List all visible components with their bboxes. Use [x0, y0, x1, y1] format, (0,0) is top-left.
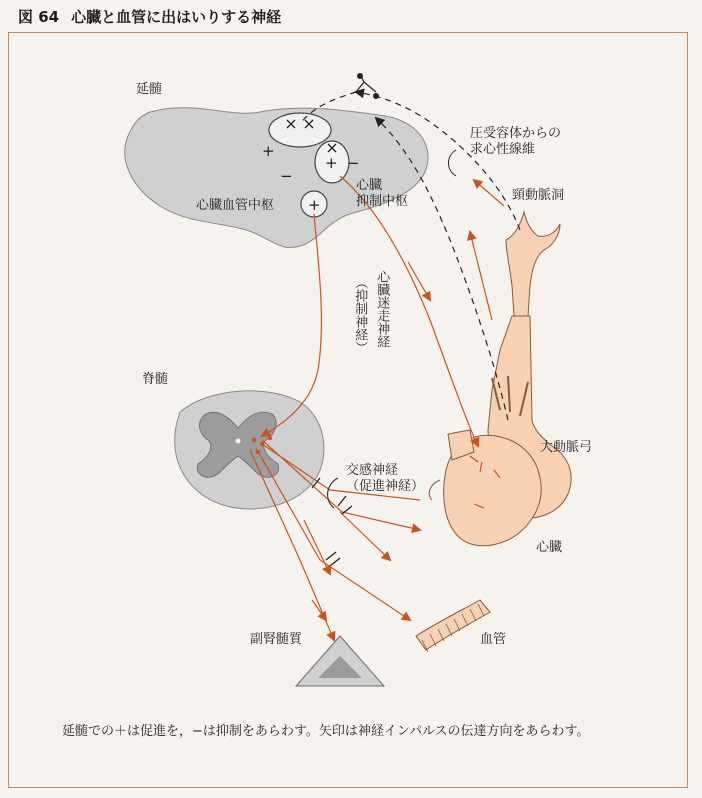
label-cardiac-inhibitory-center — [356, 178, 408, 211]
label-adrenal-medulla: 副腎髄質 — [250, 632, 303, 647]
sympathetic-arrow-2 — [304, 520, 330, 574]
label-medulla: 延髄 — [136, 82, 163, 97]
label-baroreceptor-line2: 求心性線維 — [470, 142, 536, 158]
label-cardiac-inhibitory-center-line1: 心臓 — [356, 178, 383, 193]
figure-caption: 延髄での＋は促進を，−は抑制をあらわす。矢印は神経インパルスの伝達方向をあらわす。 — [62, 724, 590, 739]
label-sympathetic-nerve — [346, 463, 424, 496]
afferent-neuron-body-1 — [357, 73, 363, 79]
carotid-artery-shape — [506, 212, 560, 316]
baroreceptor-bracket — [449, 150, 457, 176]
label-baroreceptor-line1: 圧受容体からの — [470, 126, 562, 141]
label-aortic-arch: 大動脈弓 — [540, 440, 593, 455]
sympathetic-arrow-3 — [312, 600, 326, 620]
sympathetic-arrow-1 — [340, 512, 390, 560]
label-cardiovascular-center: 心臓血管中枢 — [196, 198, 275, 213]
plus-sign-3: + — [308, 196, 321, 214]
label-vagus-nerve: 心臓迷走神経 — [374, 270, 390, 348]
minus-sign-2: − — [347, 154, 360, 172]
label-heart: 心臓 — [536, 540, 563, 555]
spinal-central-canal — [236, 439, 241, 444]
medulla-nucleus-left — [269, 113, 331, 147]
efferent-ascending-2 — [474, 180, 504, 206]
label-cardiac-inhibitory-center-line2: 抑制中枢 — [356, 194, 409, 210]
heart-vein — [429, 480, 440, 500]
figure-title-text: 心臓と血管に出はいりする神経 — [71, 8, 282, 26]
figure-number: 図 64 — [18, 8, 60, 26]
label-sympathetic-line1: 交感神経 — [346, 463, 399, 478]
plus-sign-1: + — [262, 142, 275, 160]
efferent-ascending-1 — [470, 232, 492, 320]
label-carotid-sinus: 頸動脈洞 — [512, 188, 565, 203]
label-sympathetic-line2: （促進神経） — [346, 479, 425, 495]
label-blood-vessel: 血管 — [480, 632, 507, 647]
label-spinal-cord: 脊髄 — [142, 372, 169, 387]
minus-sign-1: − — [280, 167, 293, 185]
label-baroreceptor — [470, 126, 561, 159]
afferent-neuron-body-2 — [373, 93, 379, 99]
label-vagus-inhibitory: （抑制神経） — [352, 276, 368, 354]
plus-sign-2: + — [325, 154, 338, 172]
blood-vessel-shape — [416, 600, 490, 650]
